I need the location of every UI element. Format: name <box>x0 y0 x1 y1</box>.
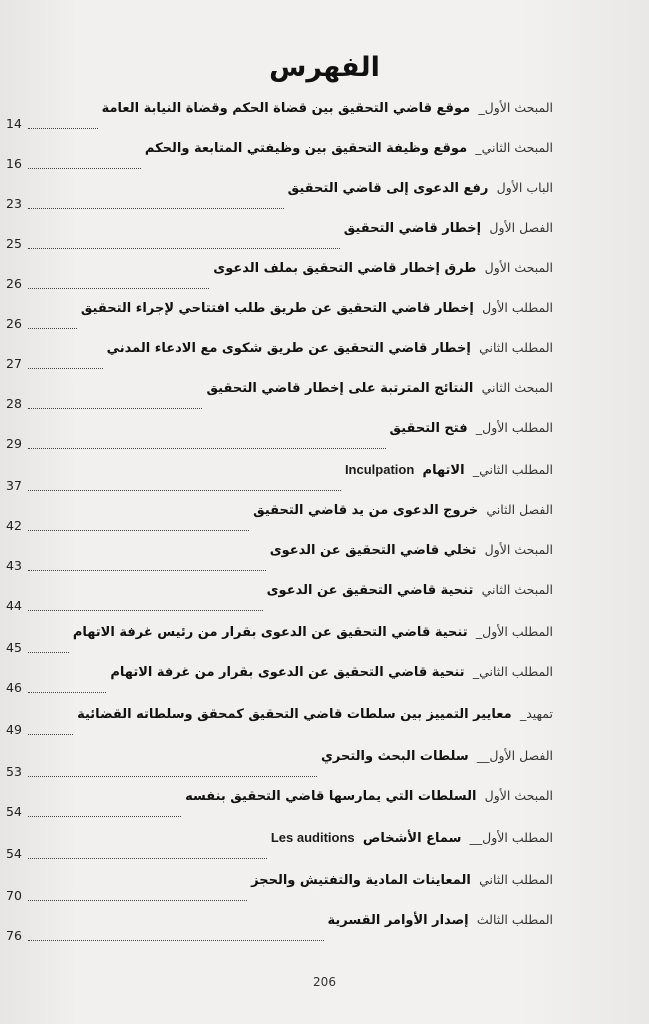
toc-entry-page-number: 70 <box>6 888 22 903</box>
toc-entry <box>213 258 553 278</box>
toc-entry-title: فتح التحقيق <box>389 421 468 436</box>
toc-entry-label: المبحث الثاني_ <box>475 140 553 155</box>
toc-dot-leader <box>28 276 209 289</box>
toc-entry-page-number: 25 <box>6 236 22 251</box>
toc-entry <box>271 828 553 848</box>
toc-entry-title: تنحية قاضي التحقيق عن الدعوى بقرار من رئيس غرفة الاتهام <box>72 625 468 640</box>
toc-entry <box>270 540 553 560</box>
page-title: الفهرس <box>269 52 380 83</box>
toc-entry <box>344 218 553 238</box>
toc-dot-leader <box>28 518 249 531</box>
toc-entry-page-number: 42 <box>6 518 22 533</box>
toc-entry <box>102 98 553 118</box>
toc-entry-title: سماع الأشخاص <box>362 831 462 846</box>
toc-dot-leader <box>28 436 386 449</box>
toc-entry-title: النتائج المترتبة على إخطار قاضي التحقيق <box>206 381 474 396</box>
toc-dot-leader <box>28 316 77 329</box>
toc-entry-title: موقع وظيفة التحقيق بين وظيفتي المتابعة والحكم <box>144 141 468 156</box>
toc-dot-leader <box>28 764 317 777</box>
toc-entry-page-number: 45 <box>6 640 22 655</box>
toc-entry-title: موقع قاضي التحقيق بين قضاة الحكم وقضاة النيابة العامة <box>101 101 471 116</box>
toc-entry-page-number: 28 <box>6 396 22 411</box>
toc-entry-page-number: 14 <box>6 116 22 131</box>
page-number-footer: 206 <box>313 975 336 989</box>
toc-entry-page-number: 76 <box>6 928 22 943</box>
toc-entry-page-number: 27 <box>6 356 22 371</box>
toc-dot-leader <box>28 722 73 735</box>
toc-entry-title: إخطار قاضي التحقيق عن طريق شكوى مع الادعاء المدني <box>106 341 471 356</box>
toc-entry-page-number: 26 <box>6 276 22 291</box>
toc-dot-leader <box>28 598 263 611</box>
toc-entry-label: المطلب الثاني <box>479 872 553 887</box>
toc-entry-label: المبحث الثاني <box>481 380 553 395</box>
toc-entry-title: تنحية قاضي التحقيق عن الدعوى بقرار من غرفة الاتهام <box>110 665 465 680</box>
toc-entry <box>345 460 553 480</box>
toc-entry-label: المطلب الأول_ <box>475 624 553 639</box>
toc-dot-leader <box>28 396 202 409</box>
toc-entry <box>251 870 553 890</box>
toc-entry-label: المبحث الأول <box>484 260 553 275</box>
toc-dot-leader <box>28 680 106 693</box>
toc-entry-label: الفصل الثاني <box>486 502 553 517</box>
toc-dot-leader <box>28 640 69 653</box>
toc-dot-leader <box>28 116 98 129</box>
toc-entry-label: المبحث الأول_ <box>478 100 553 115</box>
toc-dot-leader <box>28 478 341 491</box>
toc-entry-label: الفصل الأول__ <box>476 748 553 763</box>
toc-entry-page-number: 46 <box>6 680 22 695</box>
toc-entry <box>185 786 553 806</box>
toc-entry <box>73 622 553 642</box>
toc-entry-latin-term: Inculpation <box>344 462 415 477</box>
toc-entry-title: سلطات البحث والتحري <box>321 749 469 764</box>
toc-entry <box>145 138 553 158</box>
toc-entry <box>253 500 553 520</box>
toc-entry <box>206 378 553 398</box>
toc-entry-title: إخطار قاضي التحقيق <box>343 221 482 236</box>
toc-entry <box>321 746 553 766</box>
toc-entry-page-number: 53 <box>6 764 22 779</box>
toc-dot-leader <box>28 558 266 571</box>
toc-entry <box>77 704 553 724</box>
toc-entry-title: السلطات التي يمارسها قاضي التحقيق بنفسه <box>185 789 477 804</box>
toc-entry-label: المطلب الثاني_ <box>472 462 553 477</box>
toc-entry <box>110 662 553 682</box>
toc-entry-title: المعاينات المادية والتفتيش والحجز <box>251 873 471 888</box>
toc-entry-latin-term: Les auditions <box>270 830 355 845</box>
toc-dot-leader <box>28 356 103 369</box>
toc-entry-page-number: 29 <box>6 436 22 451</box>
toc-entry-page-number: 37 <box>6 478 22 493</box>
toc-entry-label: الباب الأول <box>496 180 553 195</box>
toc-entry <box>267 580 553 600</box>
toc-dot-leader <box>28 846 267 859</box>
toc-dot-leader <box>28 196 284 209</box>
toc-entry-label: المطلب الأول__ <box>469 830 553 845</box>
toc-entry-page-number: 26 <box>6 316 22 331</box>
toc-entry-title: تخلي قاضي التحقيق عن الدعوى <box>269 543 477 558</box>
toc-entry-label: المطلب الثالث <box>476 912 553 927</box>
toc-entry-label: المبحث الأول <box>484 788 553 803</box>
toc-entry-label: الفصل الأول <box>489 220 553 235</box>
toc-entry-title: خروج الدعوى من يد قاضي التحقيق <box>253 503 479 518</box>
toc-entry-label: المطلب الأول <box>482 300 553 315</box>
toc-entry <box>288 178 553 198</box>
toc-entry-page-number: 43 <box>6 558 22 573</box>
toc-dot-leader <box>28 236 340 249</box>
toc-dot-leader <box>28 156 141 169</box>
toc-entry-page-number: 54 <box>6 846 22 861</box>
toc-entry-title: تنحية قاضي التحقيق عن الدعوى <box>266 583 474 598</box>
toc-entry-page-number: 49 <box>6 722 22 737</box>
toc-entry-title: طرق إخطار قاضي التحقيق بملف الدعوى <box>213 261 477 276</box>
toc-entry-title: إخطار قاضي التحقيق عن طريق طلب افتتاحي لإجراء التحقيق <box>80 301 474 316</box>
toc-entry-page-number: 44 <box>6 598 22 613</box>
toc-entry-label: المطلب الثاني <box>479 340 553 355</box>
toc-entry-title: الاتهام <box>422 463 465 478</box>
toc-entry-page-number: 54 <box>6 804 22 819</box>
toc-entry <box>390 418 554 438</box>
toc-entry <box>328 910 553 930</box>
toc-dot-leader <box>28 928 324 941</box>
toc-entry-title: إصدار الأوامر القسرية <box>327 913 469 928</box>
toc-entry-label: المطلب الثاني_ <box>472 664 553 679</box>
toc-entry-page-number: 16 <box>6 156 22 171</box>
toc-entry-title: معايير التمييز بين سلطات قاضي التحقيق كمحقق وسلطاته القضائية <box>77 707 512 722</box>
toc-entry <box>81 298 553 318</box>
toc-entry-page-number: 23 <box>6 196 22 211</box>
toc-entry-label: تمهيد_ <box>519 706 553 721</box>
toc-dot-leader <box>28 804 181 817</box>
toc-dot-leader <box>28 888 247 901</box>
toc-entry <box>107 338 553 358</box>
toc-entry-title: رفع الدعوى إلى قاضي التحقيق <box>287 181 489 196</box>
toc-entry-label: المطلب الأول_ <box>475 420 553 435</box>
toc-entry-label: المبحث الثاني <box>481 582 553 597</box>
toc-entry-label: المبحث الأول <box>484 542 553 557</box>
